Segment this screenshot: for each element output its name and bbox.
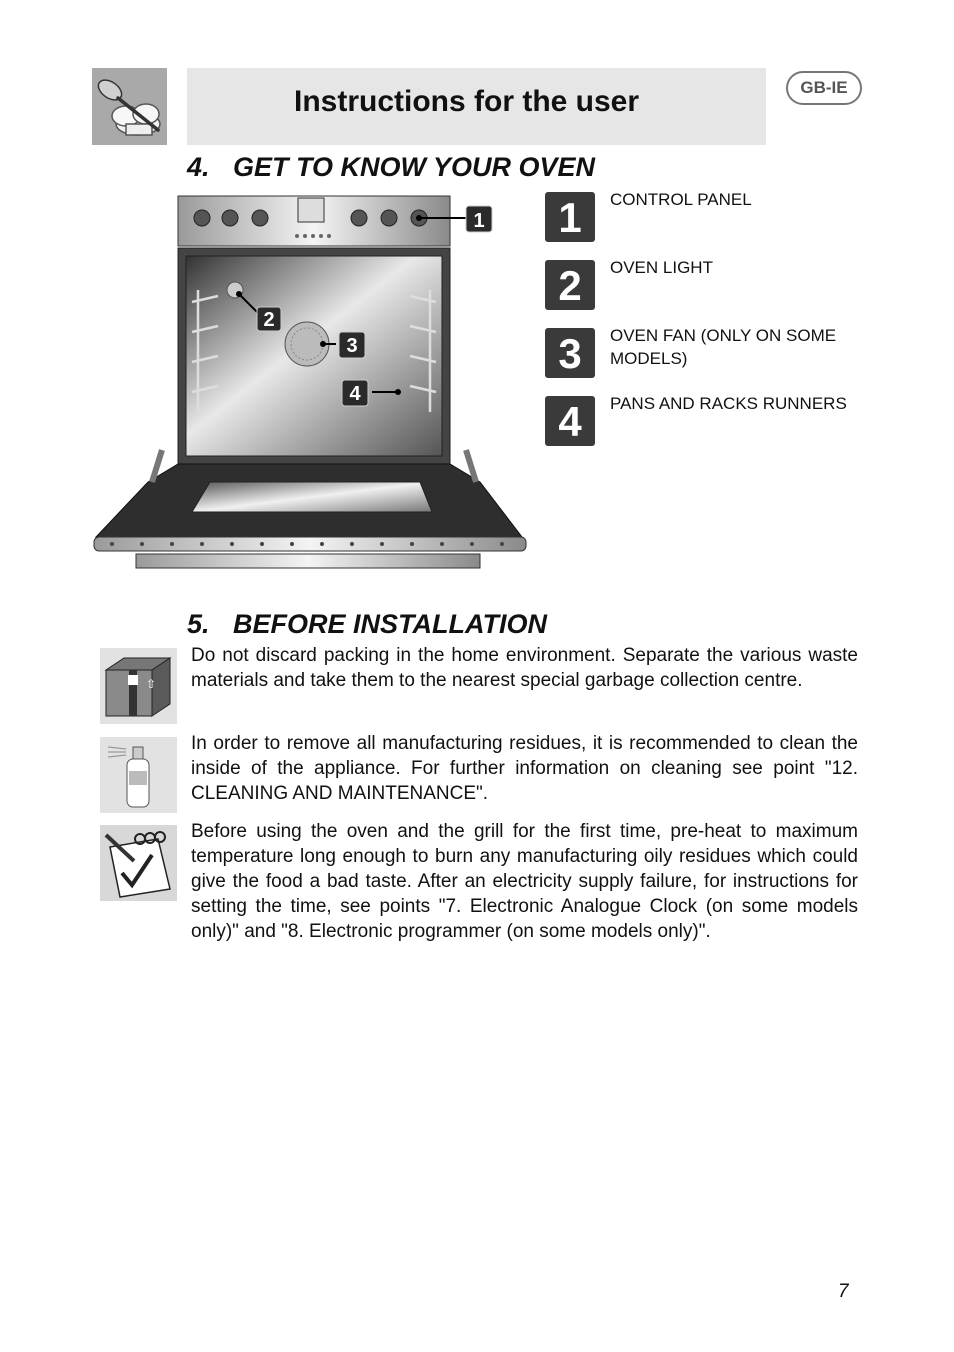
callout-1: 1 bbox=[473, 210, 485, 232]
page-title: Instructions for the user bbox=[294, 85, 640, 118]
paragraph-cleaning: In order to remove all manufacturing residues, it is recommended to clean the inside of the appliance. For further information on cleaning see point "12. CLEANING AND MAINTENANCE". bbox=[191, 733, 858, 804]
section-4-title: GET TO KNOW YOUR OVEN bbox=[233, 152, 596, 182]
legend-item-oven-fan bbox=[545, 328, 865, 380]
page-number: 7 bbox=[838, 1281, 849, 1302]
section-5-number: 5. bbox=[187, 609, 210, 639]
paragraph-packing: Do not discard packing in the home environment. Separate the various waste materials and take them to the nearest special garbage collection centre. bbox=[191, 645, 858, 691]
legend-number: 2 bbox=[545, 260, 595, 310]
section-5-title: BEFORE INSTALLATION bbox=[233, 609, 547, 639]
section-5-heading bbox=[187, 609, 547, 640]
legend-number: 3 bbox=[545, 328, 595, 378]
callout-4: 4 bbox=[349, 383, 361, 405]
legend-item-oven-light bbox=[545, 260, 865, 312]
callout-2: 2 bbox=[263, 309, 275, 331]
packing-box-icon bbox=[100, 648, 177, 724]
notepad-check-icon bbox=[100, 825, 177, 901]
paragraph-preheat: Before using the oven and the grill for the first time, pre-heat to maximum temperature long enough to burn any manufacturing oily residues which could give the food a bad taste. After an electricity supply failure, for instructions for setting the time, see points "7. Electronic Analogue Clock (on some models only)" and "8. Electronic programmer (on some models only)". bbox=[191, 821, 858, 942]
legend-label: OVEN FAN (ONLY ON SOME MODELS) bbox=[610, 326, 837, 368]
legend-item-control-panel bbox=[545, 192, 865, 244]
section-4-heading bbox=[187, 152, 595, 183]
section-4-number: 4. bbox=[187, 152, 210, 182]
header-title-bar bbox=[187, 68, 766, 145]
legend-label: OVEN LIGHT bbox=[610, 258, 713, 277]
spray-cleaner-icon bbox=[100, 737, 177, 813]
oven-diagram bbox=[92, 192, 532, 577]
spoon-chef-hat-icon bbox=[92, 68, 167, 145]
legend-number: 1 bbox=[545, 192, 595, 242]
legend-item-runners bbox=[545, 396, 865, 448]
callout-3: 3 bbox=[346, 335, 358, 357]
language-badge: GB-IE bbox=[786, 71, 862, 105]
legend-label: PANS AND RACKS RUNNERS bbox=[610, 394, 847, 413]
legend-label: CONTROL PANEL bbox=[610, 190, 752, 209]
svg-text:⇧: ⇧ bbox=[146, 677, 157, 691]
legend-number: 4 bbox=[545, 396, 595, 446]
